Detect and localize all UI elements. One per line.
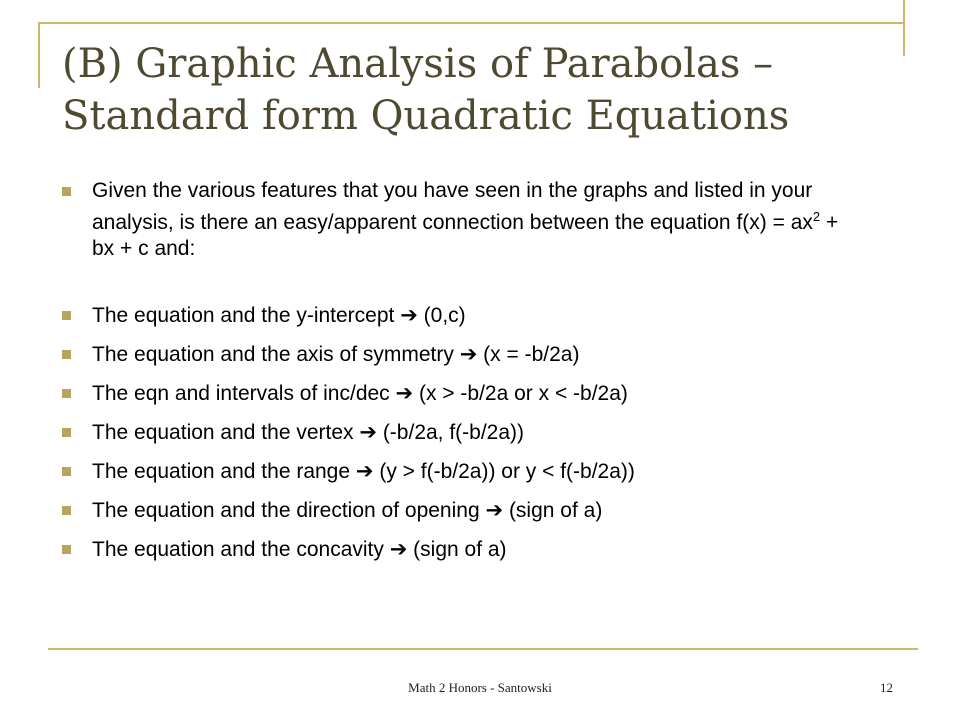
list-item xyxy=(62,419,862,446)
item-result: (-b/2a, f(-b/2a)) xyxy=(382,421,525,444)
arrow-right-icon: ➔ xyxy=(389,537,408,561)
item-text: The eqn and intervals of inc/dec xyxy=(92,382,390,405)
bullet-marker xyxy=(62,428,71,437)
footer-text: Math 2 Honors - Santowski xyxy=(408,680,552,695)
exponent: 2 xyxy=(812,209,821,224)
bullet-marker xyxy=(62,389,71,398)
frame-top-line xyxy=(38,22,904,24)
intro-bullet xyxy=(62,178,862,262)
frame-left-line xyxy=(38,22,40,88)
bullet-marker xyxy=(62,187,71,196)
arrow-right-icon: ➔ xyxy=(400,303,418,327)
list-item xyxy=(62,497,862,524)
item-result: (y > f(-b/2a)) or y < f(-b/2a)) xyxy=(379,460,635,483)
bullet-marker xyxy=(62,311,71,320)
item-text: The equation and the axis of symmetry xyxy=(92,343,454,366)
intro-text-end: + bx + c and: xyxy=(92,211,839,260)
list-item xyxy=(62,458,862,485)
page-number: 12 xyxy=(880,680,893,695)
arrow-right-icon: ➔ xyxy=(485,498,504,522)
bullet-marker xyxy=(62,350,71,359)
item-result: (sign of a) xyxy=(508,499,603,522)
bullet-marker xyxy=(62,545,71,554)
bullet-marker xyxy=(62,506,71,515)
item-result: (x > -b/2a or x < -b/2a) xyxy=(418,382,628,405)
item-text: The equation and the range xyxy=(92,460,351,483)
list-item xyxy=(62,341,862,368)
item-result: (sign of a) xyxy=(413,538,507,561)
item-text: The equation and the vertex xyxy=(92,421,354,444)
arrow-right-icon: ➔ xyxy=(359,420,377,444)
arrow-right-icon: ➔ xyxy=(459,342,478,366)
item-text: The equation and the y-intercept xyxy=(92,304,395,327)
bullet-marker xyxy=(62,467,71,476)
item-result: (x = -b/2a) xyxy=(483,343,580,366)
item-result: (0,c) xyxy=(423,304,466,327)
arrow-right-icon: ➔ xyxy=(355,459,374,483)
list-item xyxy=(62,536,862,563)
intro-text: Given the various features that you have seen in the graphs and listed in your analysis, is there an easy/apparent connection between the equation f(x) = ax xyxy=(92,179,813,234)
item-text: The equation and the direction of opening xyxy=(92,499,480,522)
slide-title: (B) Graphic Analysis of Parabolas – Standard form Quadratic Equations xyxy=(62,41,790,139)
slide-body xyxy=(62,170,862,575)
list-item xyxy=(62,302,862,329)
list-item xyxy=(62,380,862,407)
item-text: The equation and the concavity xyxy=(92,538,384,561)
footer-divider xyxy=(48,648,918,650)
arrow-right-icon: ➔ xyxy=(395,381,414,405)
